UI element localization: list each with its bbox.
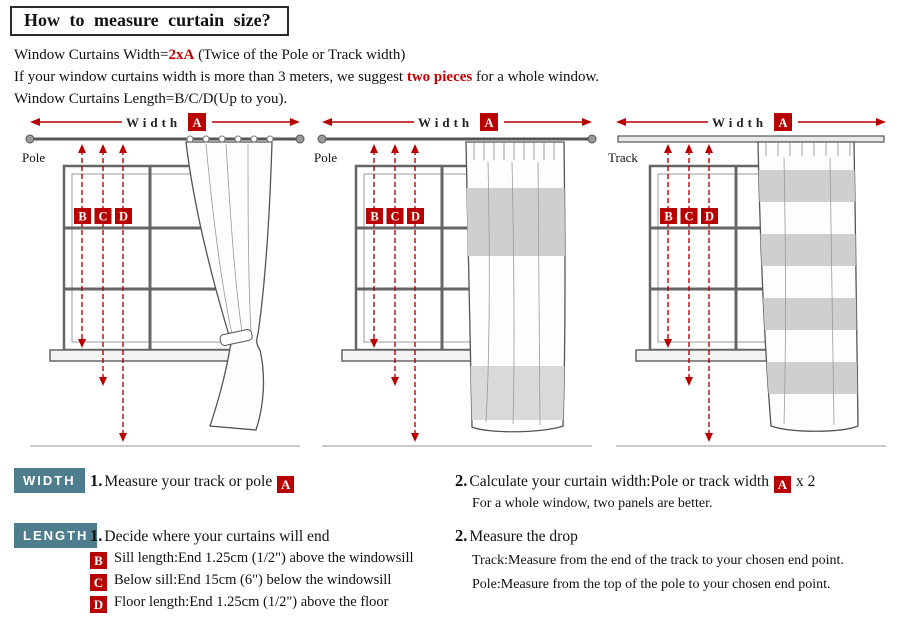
width-step-1-badge-a: A bbox=[277, 476, 294, 493]
length-option-b-badge: B bbox=[90, 552, 107, 569]
badge-d-letter: D bbox=[118, 209, 129, 224]
length-note-track: Track:Measure from the end of the track to your chosen end point. bbox=[472, 553, 844, 568]
badge-a-letter: A bbox=[778, 116, 788, 130]
badge-c-letter: C bbox=[98, 209, 108, 224]
bcd-badges bbox=[74, 208, 132, 224]
length-option-c bbox=[90, 572, 391, 591]
length-option-d-text: Floor length:End 1.25cm (1/2") above the floor bbox=[114, 594, 389, 610]
width-step-2-suffix: x 2 bbox=[795, 473, 816, 490]
intro-line-2-post: for a whole window. bbox=[472, 69, 600, 85]
support-label: Track bbox=[608, 150, 638, 165]
page-title: How to measure curtain size? bbox=[10, 6, 289, 36]
length-step-2 bbox=[455, 526, 578, 546]
length-option-b bbox=[90, 550, 414, 569]
intro-line-1-highlight: 2xA bbox=[168, 47, 195, 63]
badge-b-letter: B bbox=[664, 209, 673, 224]
badge-a-letter: A bbox=[484, 116, 494, 130]
bcd-badges bbox=[366, 208, 424, 224]
width-label: Width bbox=[418, 115, 474, 130]
width-step-2-badge-a: A bbox=[774, 476, 791, 493]
length-step-2-number: 2. bbox=[455, 526, 468, 545]
intro-text bbox=[14, 44, 599, 110]
diagram-track-striped-curtain bbox=[606, 108, 896, 460]
length-note-pole: Pole:Measure from the top of the pole to your chosen end point. bbox=[472, 577, 831, 592]
intro-line-1 bbox=[14, 44, 599, 66]
length-step-1-text: Decide where your curtains will end bbox=[104, 528, 330, 545]
length-option-d bbox=[90, 594, 389, 613]
windowsill bbox=[50, 350, 250, 361]
width-step-1-number: 1. bbox=[90, 471, 103, 490]
long-curtain-illustration bbox=[462, 142, 570, 432]
intro-line-2-highlight: two pieces bbox=[406, 69, 473, 85]
diagram-pole-tied-curtain bbox=[20, 108, 310, 460]
width-step-2-number: 2. bbox=[455, 471, 468, 490]
length-option-b-text: Sill length:End 1.25cm (1/2") above the windowsill bbox=[114, 550, 414, 566]
length-step-1 bbox=[90, 526, 329, 546]
length-option-c-badge: C bbox=[90, 574, 107, 591]
intro-line-3: Window Curtains Length=B/C/D(Up to you). bbox=[14, 91, 288, 107]
support-label: Pole bbox=[22, 150, 46, 165]
length-section-label: LENGTH bbox=[14, 523, 97, 548]
diagram-1-svg bbox=[20, 108, 310, 460]
width-step-2 bbox=[455, 471, 815, 493]
diagram-2-svg bbox=[312, 108, 602, 460]
intro-line-2 bbox=[14, 66, 599, 88]
width-step-1 bbox=[90, 471, 299, 493]
length-step-2-text: Measure the drop bbox=[469, 528, 578, 545]
intro-line-1-post: (Twice of the Pole or Track width) bbox=[194, 47, 406, 63]
badge-c-letter: C bbox=[390, 209, 400, 224]
support-label: Pole bbox=[314, 150, 338, 165]
badge-b-letter: B bbox=[78, 209, 87, 224]
width-step-2-text: Calculate your curtain width:Pole or track width bbox=[469, 473, 769, 490]
badge-d-letter: D bbox=[704, 209, 715, 224]
badge-b-letter: B bbox=[370, 209, 379, 224]
width-label: Width bbox=[126, 115, 182, 130]
width-label: Width bbox=[712, 115, 768, 130]
curtain-track bbox=[618, 136, 884, 142]
length-option-d-badge: D bbox=[90, 596, 107, 613]
badge-c-letter: C bbox=[684, 209, 694, 224]
diagram-3-svg bbox=[606, 108, 896, 460]
width-note: For a whole window, two panels are better. bbox=[472, 496, 713, 511]
badge-d-letter: D bbox=[410, 209, 421, 224]
striped-curtain-illustration bbox=[754, 142, 862, 431]
length-step-1-number: 1. bbox=[90, 526, 103, 545]
bcd-badges bbox=[660, 208, 718, 224]
badge-a-letter: A bbox=[192, 116, 202, 130]
width-section-label: WIDTH bbox=[14, 468, 85, 493]
width-step-1-text: Measure your track or pole bbox=[104, 473, 273, 490]
length-option-c-text: Below sill:End 15cm (6") below the windowsill bbox=[114, 572, 392, 588]
intro-line-1-pre: Window Curtains Width= bbox=[14, 47, 169, 63]
intro-line-2-pre: If your window curtains width is more than 3 meters, we suggest bbox=[14, 69, 407, 85]
diagram-pole-long-curtain bbox=[312, 108, 602, 460]
